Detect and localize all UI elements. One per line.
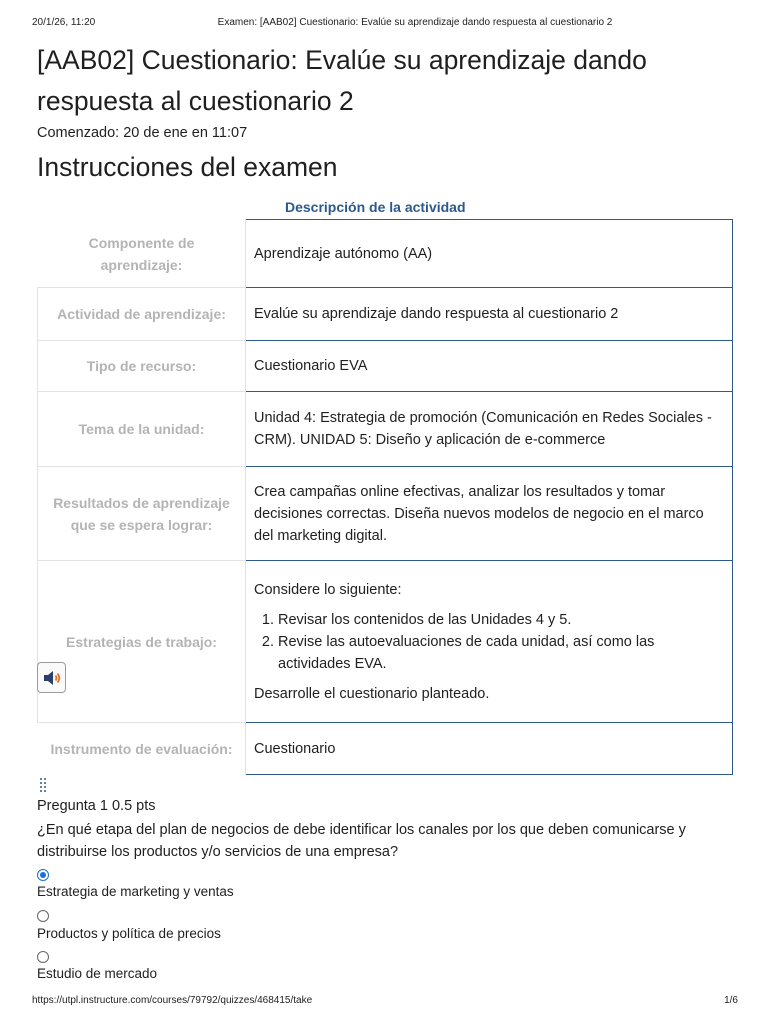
row-label: Instrumento de evaluación:	[38, 723, 246, 775]
row-value: Cuestionario EVA	[246, 341, 733, 392]
row-value	[246, 561, 733, 723]
answer-option-label[interactable]: Estrategia de marketing y ventas	[37, 884, 234, 899]
row-value: Cuestionario	[246, 723, 733, 775]
print-footer	[32, 995, 738, 1009]
row-label: Componente de aprendizaje:	[38, 220, 246, 288]
row-value: Crea campañas online efectivas, analizar los resultados y tomar decisiones correctas. Diseña nuevos modelos de negocio en el marco del marketing digital.	[246, 467, 733, 561]
row-label: Tipo de recurso:	[38, 341, 246, 392]
table-row	[38, 467, 733, 561]
drag-handle-icon[interactable]	[39, 777, 47, 793]
question-text: ¿En qué etapa del plan de negocios de debe identificar los canales por los que deben comunicarse y distribuirse los productos y/o servicios de una empresa?	[37, 822, 686, 860]
table-row	[38, 723, 733, 775]
table-row	[38, 220, 733, 288]
row-value: Evalúe su aprendizaje dando respuesta al cuestionario 2	[246, 288, 733, 341]
activity-description-heading: Descripción de la actividad	[285, 199, 466, 215]
activity-description-table	[37, 219, 733, 775]
answer-radio-2[interactable]	[37, 910, 49, 922]
answer-radio-3[interactable]	[37, 951, 49, 963]
table-row	[38, 288, 733, 341]
read-aloud-button[interactable]	[37, 662, 66, 693]
row-label: Resultados de aprendizaje que se espera lograr:	[38, 467, 246, 561]
row-label: Estrategias de trabajo:	[38, 561, 246, 723]
question-header: Pregunta 1 0.5 pts	[37, 798, 156, 814]
answer-option-label[interactable]: Estudio de mercado	[37, 966, 158, 981]
list-item: 1. Revisar los contenidos de las Unidades 4 y 5.	[278, 609, 724, 631]
answer-option-label[interactable]: Productos y política de precios	[37, 926, 221, 941]
strategy-intro: Considere lo siguiente:	[254, 581, 402, 598]
strategy-outro: Desarrolle el cuestionario planteado.	[254, 685, 490, 702]
row-value: Aprendizaje autónomo (AA)	[246, 220, 733, 288]
answer-radio-1[interactable]	[37, 869, 49, 881]
speaker-icon	[42, 669, 62, 687]
print-header	[32, 17, 738, 31]
print-page-title: Examen: [AAB02] Cuestionario: Evalúe su aprendizaje dando respuesta al cuestionario 2	[217, 17, 613, 28]
quiz-title: [AAB02] Cuestionario: Evalúe su aprendizaje dando respuesta al cuestionario 2	[37, 45, 647, 116]
table-row	[38, 341, 733, 392]
row-label: Actividad de aprendizaje:	[38, 288, 246, 341]
list-item: 2. Revise las autoevaluaciones de cada unidad, así como las actividades EVA.	[278, 631, 724, 675]
page-url: https://utpl.instructure.com/courses/79792/quizzes/468415/take	[32, 995, 313, 1006]
page-number: 1/6	[724, 995, 738, 1006]
table-row	[38, 392, 733, 467]
table-row	[38, 561, 733, 723]
quiz-started-time: Comenzado: 20 de ene en 11:07	[37, 125, 248, 141]
instructions-heading: Instrucciones del examen	[37, 152, 338, 182]
print-datetime: 20/1/26, 11:20	[32, 17, 96, 28]
row-value: Unidad 4: Estrategia de promoción (Comunicación en Redes Sociales - CRM). UNIDAD 5: Diseño y aplicación de e-commerce	[246, 392, 733, 467]
strategy-list	[254, 609, 724, 675]
row-label: Tema de la unidad:	[38, 392, 246, 467]
